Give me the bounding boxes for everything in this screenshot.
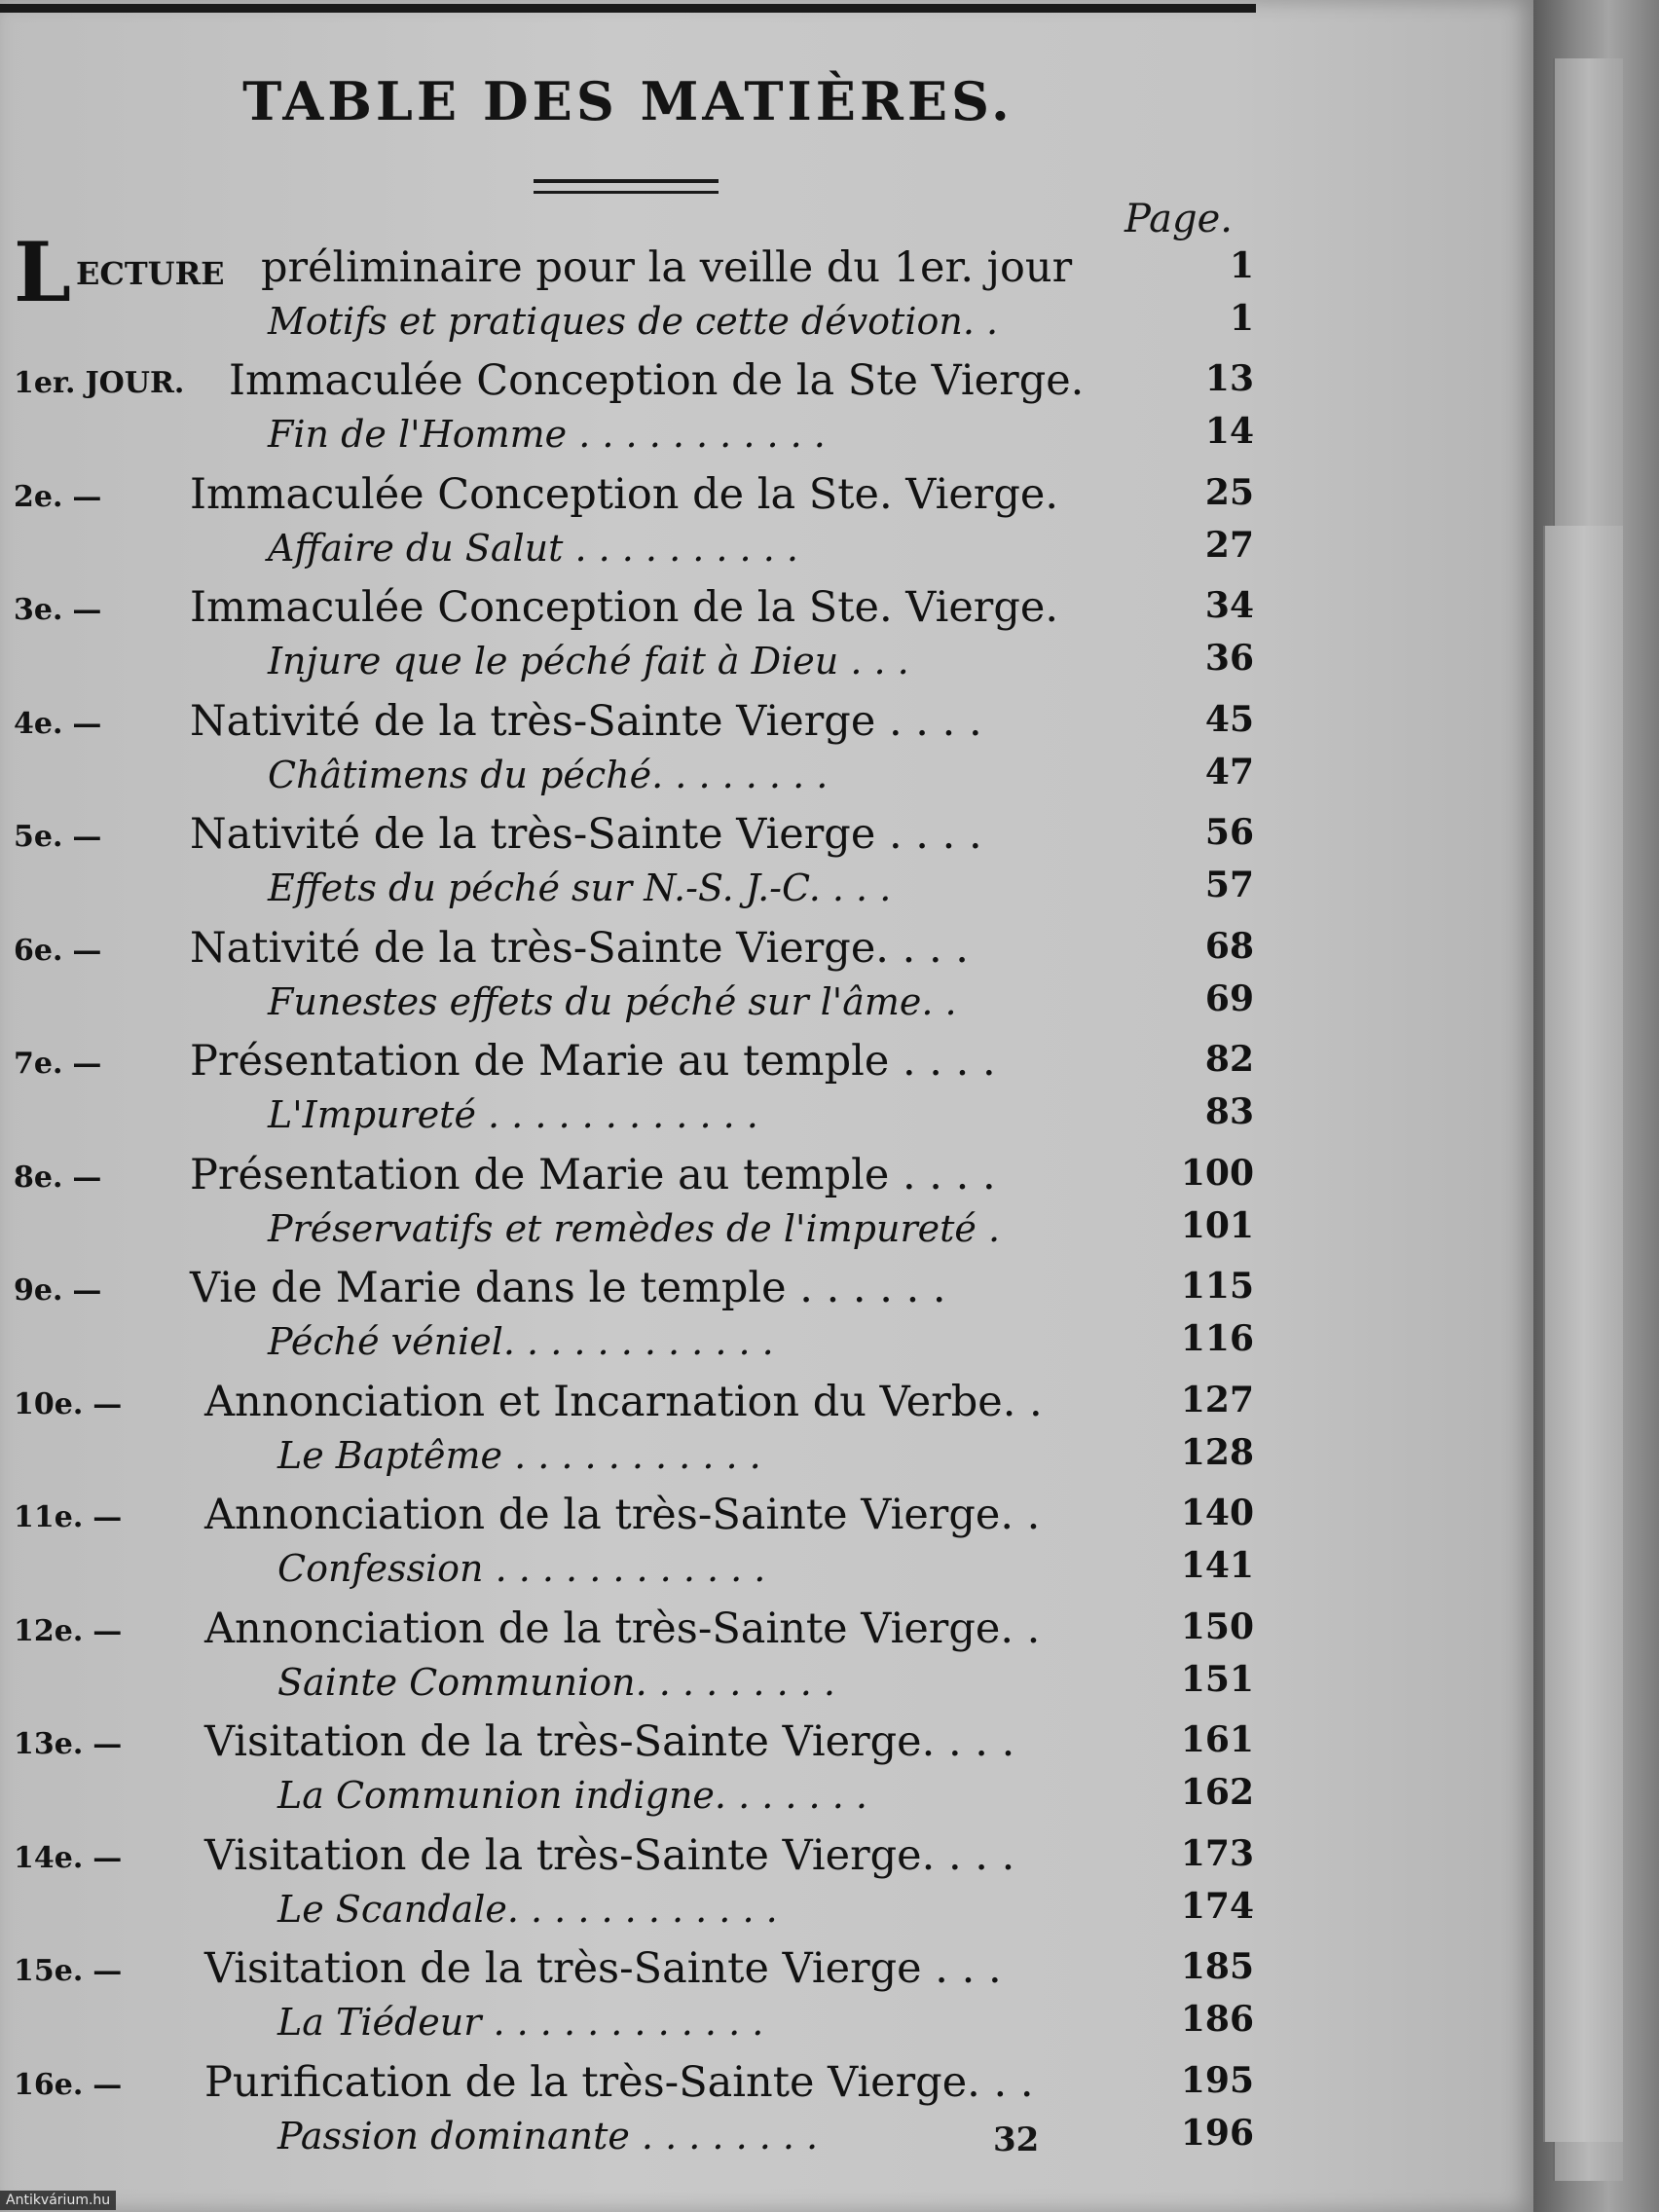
toc-entry-page: 68: [1204, 925, 1254, 967]
toc-entry-day-label: —: [92, 2067, 123, 2102]
toc-entry: [0, 1378, 1266, 1432]
toc-entry-day-number: 13e.: [14, 1727, 84, 1761]
toc-subentry-page: 162: [1180, 1772, 1254, 1813]
toc-subentry-page: 186: [1180, 1999, 1254, 2040]
toc-entry-title: Annonciation de la très-Sainte Vierge. .: [204, 1491, 1041, 1539]
toc-subentry: [0, 977, 1266, 1031]
watermark: Antikvárium.hu: [0, 2191, 116, 2210]
toc-subentry: [0, 409, 1266, 463]
toc-subentry: [0, 1997, 1266, 2051]
toc-entry-day-label: —: [72, 820, 102, 854]
toc-subentry-page: 128: [1180, 1431, 1254, 1473]
toc-entry-day-number: 14e.: [14, 1840, 84, 1875]
toc-subentry-page: 1: [1229, 298, 1254, 339]
toc-subentry: [0, 750, 1266, 804]
toc-entry-day: [14, 1161, 184, 1195]
toc-entry-page: 185: [1180, 1946, 1254, 1987]
toc-entry-day-label: —: [92, 1500, 123, 1534]
toc-subentry-page: 101: [1180, 1204, 1254, 1246]
toc-entry-day-label: —: [72, 1273, 102, 1308]
toc-entry-day: [14, 366, 184, 400]
toc-entry-lead: [0, 224, 1266, 320]
page-folio: 32: [993, 2120, 1040, 2159]
toc-entry-day: [14, 1273, 184, 1308]
toc-subentry: [0, 1884, 1266, 1938]
toc-entry: [0, 697, 1266, 752]
toc-subentry-page: 14: [1204, 411, 1254, 452]
toc-entry-title: Nativité de la très-Sainte Vierge. . . .: [190, 923, 969, 973]
toc-subentry-title: Le Baptême . . . . . . . . . . .: [277, 1433, 761, 1477]
toc-entry-day-label: —: [72, 479, 102, 514]
toc-entry-title: Immaculée Conception de la Ste. Vierge.: [190, 583, 1058, 632]
toc-entry-title: Immaculée Conception de la Ste. Vierge.: [190, 469, 1058, 519]
toc-subentry: [0, 1316, 1266, 1371]
toc-entry-title: Annonciation et Incarnation du Verbe. .: [204, 1377, 1043, 1426]
toc-entry-day-number: 11e.: [14, 1500, 84, 1534]
toc-entry: [0, 924, 1266, 978]
toc-entry: [0, 356, 1266, 411]
toc-entry-page: 34: [1204, 585, 1254, 626]
toc-entry-day-label: JOUR.: [85, 366, 185, 400]
toc-entry-title: Visitation de la très-Sainte Vierge . . .: [204, 1944, 1002, 1993]
toc-subentry-title: Péché véniel. . . . . . . . . . . .: [268, 1320, 774, 1363]
toc-entry-day-number: 8e.: [14, 1160, 63, 1195]
toc-subentry: [0, 1657, 1266, 1712]
toc-subentry-title: L'Impureté . . . . . . . . . . . .: [268, 1093, 758, 1136]
toc-entry-title: Présentation de Marie au temple . . . .: [190, 1150, 996, 1199]
toc-entry-page: 45: [1204, 698, 1254, 740]
toc-subentry: [0, 636, 1266, 690]
toc-entry-day-number: 6e.: [14, 933, 63, 968]
page-title: TABLE DES MATIÈRES.: [242, 70, 1014, 132]
toc-entry: [0, 2058, 1266, 2113]
toc-entry: [0, 1037, 1266, 1091]
toc-subentry-page: 47: [1204, 751, 1254, 793]
toc-entry-day-label: —: [72, 1047, 102, 1081]
toc-entry-title: Présentation de Marie au temple . . . .: [190, 1037, 996, 1086]
toc-entry-day: [14, 1954, 184, 1988]
toc-subentry: [0, 863, 1266, 917]
toc-entry-page: 140: [1180, 1493, 1254, 1533]
toc-subentry-title: Le Scandale. . . . . . . . . . . .: [277, 1887, 778, 1931]
toc-entry-day: [14, 1387, 184, 1421]
lead-caps: ECTURE: [76, 255, 225, 292]
toc-entry-title: Annonciation de la très-Sainte Vierge. .: [204, 1604, 1041, 1653]
toc-entry-page: 161: [1180, 1719, 1254, 1760]
adjacent-page-edge: [1543, 526, 1623, 2142]
toc-entry-day-number: 1er.: [14, 366, 76, 400]
toc-entry-title: préliminaire pour la veille du 1er. jour: [261, 243, 1073, 292]
toc-entry: [0, 1264, 1266, 1318]
toc-entry-day-label: —: [72, 1160, 102, 1195]
toc-subentry: [0, 1770, 1266, 1825]
toc-entry-page: 13: [1204, 358, 1254, 399]
title-ornament-rule: [534, 179, 719, 183]
toc-entry: [0, 1604, 1266, 1659]
toc-entry-title: Nativité de la très-Sainte Vierge . . . .: [190, 810, 982, 859]
toc-subentry-page: 151: [1180, 1658, 1254, 1700]
toc-entry-day: [14, 2068, 184, 2102]
toc-subentry: [0, 523, 1266, 577]
toc-entry-day: [14, 1047, 184, 1081]
toc-entry-title: Visitation de la très-Sainte Vierge. . . .: [204, 1830, 1015, 1880]
toc-subentry: [0, 1430, 1266, 1485]
toc-entry: [0, 1831, 1266, 1886]
toc-subentry-title: Préservatifs et remèdes de l'impureté .: [268, 1206, 1001, 1250]
toc-subentry-page: 141: [1180, 1545, 1254, 1586]
toc-entry: [0, 1151, 1266, 1205]
toc-entry-title: Nativité de la très-Sainte Vierge . . . .: [190, 696, 982, 746]
toc-subentry-page: 57: [1204, 865, 1254, 905]
toc-entry-page: 150: [1180, 1605, 1254, 1647]
toc-entry-day-number: 15e.: [14, 1954, 84, 1988]
toc-entry-day: [14, 593, 184, 627]
toc-entry-day-label: —: [92, 1727, 123, 1761]
toc-subentry-title: Sainte Communion. . . . . . . . .: [277, 1660, 835, 1704]
title-ornament-rule: [534, 191, 719, 194]
toc-subentry-title: Injure que le péché fait à Dieu . . .: [268, 640, 909, 682]
toc-entry-page: 195: [1180, 2059, 1254, 2101]
toc-subentry-title: La Communion indigne. . . . . . .: [277, 1774, 867, 1817]
toc-subentry-title: Confession . . . . . . . . . . . .: [277, 1547, 766, 1590]
toc-subentry-page: 174: [1180, 1885, 1254, 1927]
toc-entry-day-number: 3e.: [14, 593, 63, 627]
toc-subentry-title: Fin de l'Homme . . . . . . . . . . .: [268, 413, 826, 456]
toc-entry-page: 82: [1204, 1039, 1254, 1080]
toc-subentry: [0, 296, 1266, 350]
toc-entry-day: [14, 934, 184, 968]
toc-entry-day-label: —: [72, 706, 102, 741]
toc-entry-day: [14, 480, 184, 514]
toc-subentry-page: 69: [1204, 977, 1254, 1019]
toc-subentry-title: Funestes effets du péché sur l'âme. .: [268, 979, 957, 1023]
toc-entry-day-label: —: [92, 1840, 123, 1875]
toc-entry-day: [14, 1500, 184, 1534]
toc-entry-day-label: —: [72, 933, 102, 968]
toc-subentry-title: Affaire du Salut . . . . . . . . . .: [268, 526, 798, 570]
toc-entry-page: 115: [1180, 1266, 1254, 1307]
toc-entry: [0, 470, 1266, 525]
toc-entry-day: [14, 1841, 184, 1875]
toc-entry-day-label: —: [92, 1613, 123, 1648]
toc-subentry: [0, 1203, 1266, 1258]
toc-subentry-page: 116: [1180, 1318, 1254, 1359]
toc-subentry: [0, 2111, 1266, 2165]
toc-entry-title: Vie de Marie dans le temple . . . . . .: [190, 1264, 946, 1312]
toc-subentry: [0, 1543, 1266, 1598]
toc-entry: [0, 583, 1266, 638]
toc-subentry-title: Motifs et pratiques de cette dévotion. .: [268, 300, 999, 343]
toc-entry: [0, 1717, 1266, 1772]
toc-subentry: [0, 1089, 1266, 1144]
toc-subentry-page: 36: [1204, 638, 1254, 679]
toc-subentry-title: La Tiédeur . . . . . . . . . . . .: [277, 2001, 764, 2044]
toc-entry-title: Visitation de la très-Sainte Vierge. . . .: [204, 1717, 1015, 1766]
toc-subentry-title: Effets du péché sur N.-S. J.-C. . . .: [268, 866, 892, 909]
toc-entry-page: 173: [1180, 1832, 1254, 1874]
toc-entry-day-label: —: [92, 1954, 123, 1988]
drop-cap: L: [14, 224, 72, 320]
toc-entry-day-number: 5e.: [14, 820, 63, 854]
toc-subentry-title: Passion dominante . . . . . . . .: [277, 2114, 819, 2157]
toc-subentry-title: Châtimens du péché. . . . . . . .: [268, 753, 829, 796]
toc-entry: [0, 1944, 1266, 1999]
toc-entry-day: [14, 820, 184, 854]
toc-entry-day-number: 2e.: [14, 479, 63, 514]
toc-entry-page: 1: [1229, 245, 1254, 286]
page-column-header: Page.: [1124, 197, 1233, 241]
toc-entry-title: Purification de la très-Sainte Vierge. . .: [204, 2057, 1034, 2107]
toc-entry-page: 56: [1204, 812, 1254, 853]
toc-entry-day-number: 16e.: [14, 2067, 84, 2102]
toc-entry-day-label: —: [72, 593, 102, 627]
toc-entry-day: [14, 1614, 184, 1648]
toc-entry-day-number: 4e.: [14, 706, 63, 741]
toc-subentry-page: 27: [1204, 524, 1254, 566]
toc-entry-day-number: 10e.: [14, 1386, 84, 1421]
toc-entry-day-number: 7e.: [14, 1047, 63, 1081]
toc-entry-day-number: 12e.: [14, 1613, 84, 1648]
toc-entry-day: [14, 707, 184, 741]
toc-entry-page: 100: [1180, 1152, 1254, 1194]
toc-entry-day-label: —: [92, 1386, 123, 1421]
toc-entry-page: 25: [1204, 471, 1254, 513]
top-rule: [0, 4, 1256, 13]
toc-entry: [0, 810, 1266, 865]
toc-entry: [0, 1491, 1266, 1545]
toc-entry-title: Immaculée Conception de la Ste Vierge.: [229, 356, 1085, 405]
toc-entry-page: 127: [1180, 1379, 1254, 1420]
toc-subentry-page: 83: [1204, 1091, 1254, 1132]
toc-entry-day-number: 9e.: [14, 1273, 63, 1308]
toc-subentry-page: 196: [1180, 2112, 1254, 2154]
toc-entry-day: [14, 1727, 184, 1761]
